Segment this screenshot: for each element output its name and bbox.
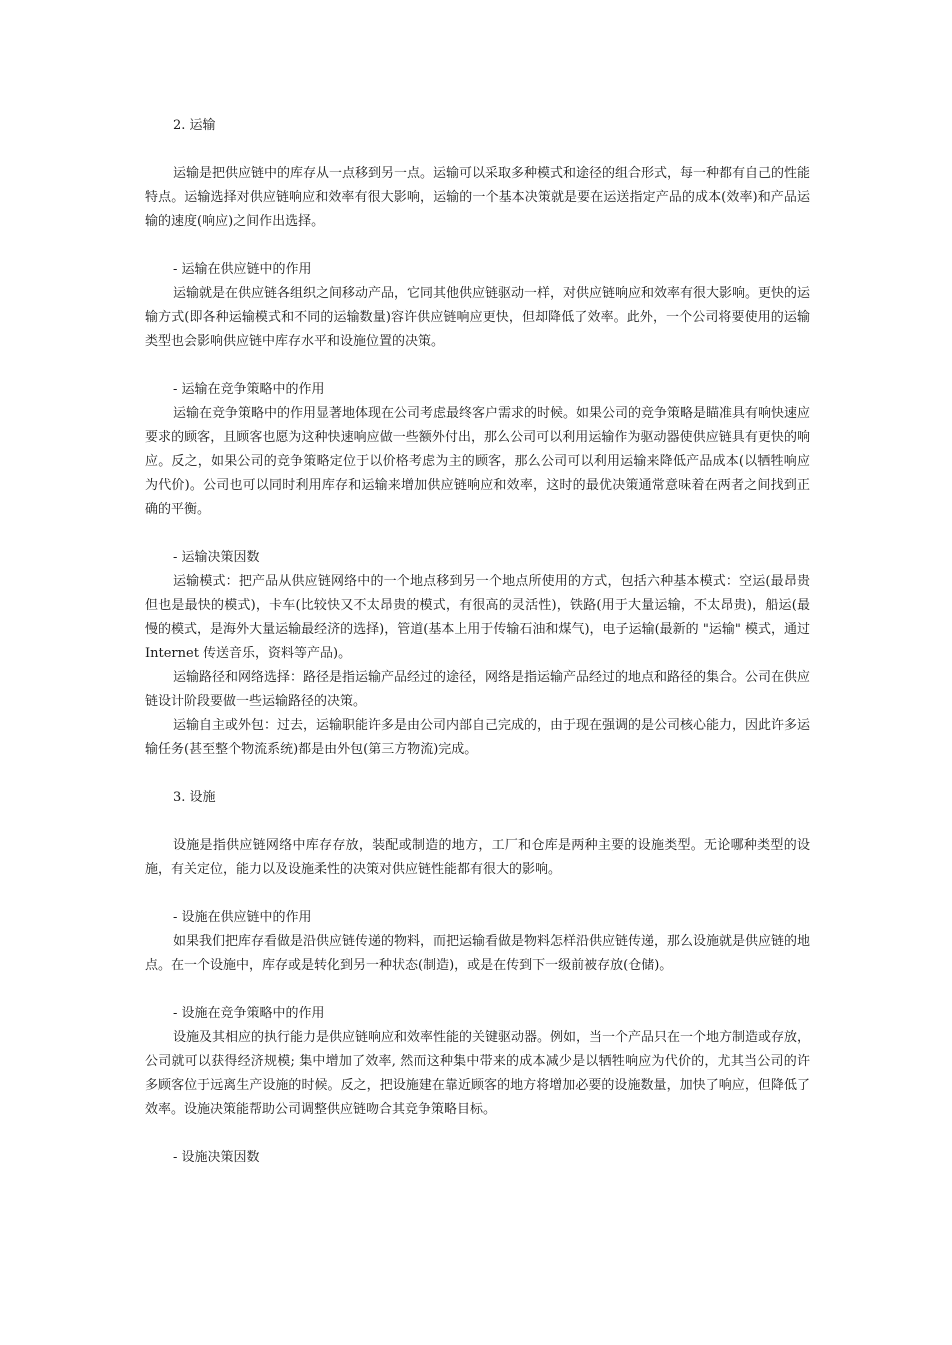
facilities-role-heading: - 设施在供应链中的作用 <box>173 910 312 925</box>
section-heading-transport: 2. 运输 <box>173 118 216 133</box>
facilities-factors-heading: - 设施决策因数 <box>173 1150 260 1165</box>
transport-factor-route: 运输路径和网络选择：路径是指运输产品经过的途径，网络是指运输产品经过的地点和路径的集合。公司在供应链设计阶段要做一些运输路径的决策。 <box>145 670 811 709</box>
transport-factor-mode: 运输模式：把产品从供应链网络中的一个地点移到另一个地点所使用的方式，包括六种基本模式：空运(最昂贵但也是最快的模式)，卡车(比较快又不太昂贵的模式，有很高的灵活性)，铁路(用于大量运输，不太昂贵)，船运(最慢的模式，是海外大量运输最经济的选择)，管道(基本上用于传输石油和煤气)，电子运输(最新的 "运输" 模式，通过 Internet 传送音乐，资料等产品)。 <box>145 574 810 661</box>
transport-factors-heading: - 运输决策因数 <box>173 550 260 565</box>
facilities-intro-paragraph: 设施是指供应链网络中库存存放，装配或制造的地方，工厂和仓库是两种主要的设施类型。无论哪种类型的设施，有关定位，能力以及设施柔性的决策对供应链性能都有很大的影响。 <box>145 838 810 877</box>
document-page <box>145 114 810 1170</box>
facilities-strategy-paragraph: 设施及其相应的执行能力是供应链响应和效率性能的关键驱动器。例如，当一个产品只在一个地方制造或存放，公司就可以获得经济规模; 集中增加了效率, 然而这种集中带来的成本减少是以牺牲响应为代价的，尤其当公司的许多顾客位于远离生产设施的时候。反之，把设施建在靠近顾客的地方将增加必要的设施数量，加快了响应，但降低了效率。设施决策能帮助公司调整供应链吻合其竞争策略目标。 <box>145 1030 811 1117</box>
transport-strategy-heading: - 运输在竞争策略中的作用 <box>173 382 325 397</box>
transport-intro-paragraph: 运输是把供应链中的库存从一点移到另一点。运输可以采取多种模式和途径的组合形式，每一种都有自己的性能特点。运输选择对供应链响应和效率有很大影响，运输的一个基本决策就是要在运送指定产品的成本(效率)和产品运输的速度(响应)之间作出选择。 <box>145 166 811 229</box>
transport-role-heading: - 运输在供应链中的作用 <box>173 262 312 277</box>
transport-factor-outsourcing: 运输自主或外包：过去，运输职能许多是由公司内部自己完成的，由于现在强调的是公司核心能力，因此许多运输任务(甚至整个物流系统)都是由外包(第三方物流)完成。 <box>145 718 811 757</box>
facilities-strategy-heading: - 设施在竞争策略中的作用 <box>173 1006 325 1021</box>
facilities-role-paragraph: 如果我们把库存看做是沿供应链传递的物料，而把运输看做是物料怎样沿供应链传递，那么设施就是供应链的地点。在一个设施中，库存或是转化到另一种状态(制造)，或是在传到下一级前被存放(仓储)。 <box>145 934 811 973</box>
section-heading-facilities: 3. 设施 <box>173 790 216 805</box>
transport-strategy-paragraph: 运输在竞争策略中的作用显著地体现在公司考虑最终客户需求的时候。如果公司的竞争策略是瞄准具有响快速应要求的顾客，且顾客也愿为这种快速响应做一些额外付出，那么公司可以利用运输作为驱动器使供应链具有更快的响应。反之，如果公司的竞争策略定位于以价格考虑为主的顾客，那么公司可以利用运输来降低产品成本(以牺牲响应为代价)。公司也可以同时利用库存和运输来增加供应链响应和效率，这时的最优决策通常意味着在两者之间找到正确的平衡。 <box>145 406 811 517</box>
transport-role-paragraph: 运输就是在供应链各组织之间移动产品，它同其他供应链驱动一样，对供应链响应和效率有很大影响。更快的运输方式(即各种运输模式和不同的运输数量)容许供应链响应更快，但却降低了效率。此外，一个公司将要使用的运输类型也会影响供应链中库存水平和设施位置的决策。 <box>145 286 811 349</box>
